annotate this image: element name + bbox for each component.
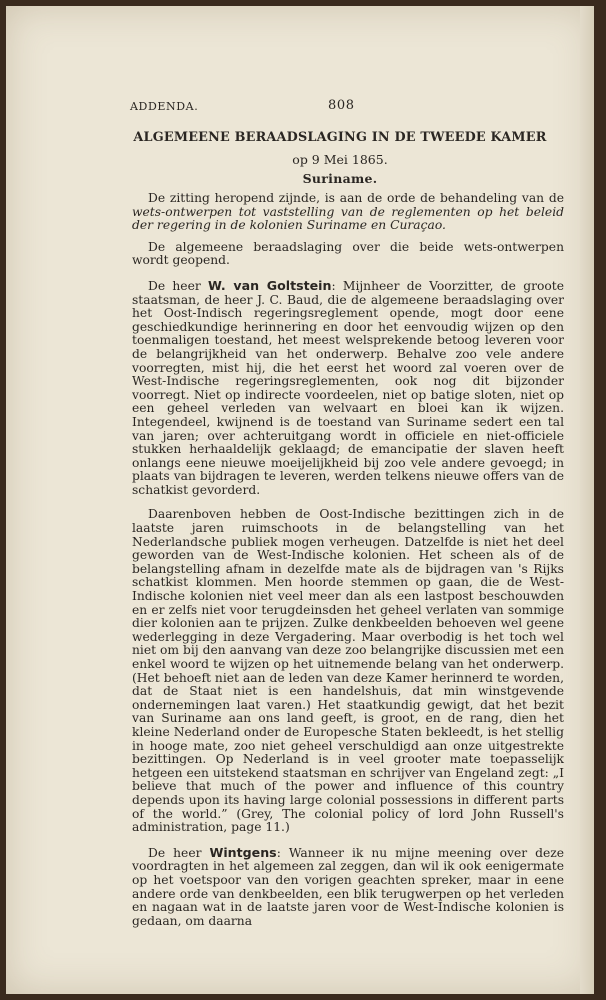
paragraph-wintgens (132, 846, 564, 929)
paragraph-goltstein (132, 279, 564, 498)
page-number: 808 (328, 98, 355, 113)
page-edge (580, 6, 594, 994)
body-text (132, 192, 564, 939)
paragraph-colonies: Daarenboven hebben de Oost-Indische bezittingen zich in de laatste jaren ruimschoots in de belangstelling van het Nederlandsche publiek mogen verheugen. Datzelfde is niet het deel geworden van de West-Indische kolonien. Het scheen als of de belangstelling afnam in dezelfde mate als de bijdragen van 's Rijks schatkist klommen. Men hoorde stemmen op gaan, die de West-Indische kolonien niet veel meer dan als een lastpost beschouwden en er zelfs niet voor terugdeinsden het geheel verlaten van sommige dier kolonien aan te prijzen. Zulke denkbeelden behoeven wel geene wederlegging in deze Vergadering. Maar overbodig is het toch wel niet om bij den aanvang van deze zoo belangrijke discussien met een enkel woord te wijzen op het uitnemende belang van het onderwerp. (Het behoeft niet aan de leden van deze Kamer herinnerd te worden, dat de Staat niet is een handelshuis, dat min winstgevende ondernemingen laat varen.) Het staatkundig gewigt, dat het bezit van Suriname aan ons land geeft, is groot, en de rang, dien het kleine Nederland onder de Europesche Staten bekleedt, is het stellig in hooge mate, zoo niet geheel verschuldigd aan onze uitgestrekte bezittingen. Op Nederland is in veel grooter mate toepasselijk hetgeen een uitstekend staatsman en schrijver van Engeland zegt: „I believe that much of the power and influence of this country depends upon its having large colonial possessions in different parts of the world.” (Grey, The colonial policy of lord John Russell's administration, page 11.) (132, 507, 564, 835)
speech-text: : Wanneer ik nu mijne meening over deze voordragten in het algemeen zal zeggen, dan wil ik ook eenigermate op het voetspoor van den vorigen geachten spreker, maar in eene andere orde van denkbeelden, een blik terugwerpen op het verleden en nagaan wat in de laatste jaren voor de West-Indische kolonien is gedaan, om daarna (132, 845, 564, 928)
speech-text: : Mijnheer de Voorzitter, de groote staatsman, de heer J. C. Baud, die de algemeene beraadslaging over het Oost-Indisch regeringsreglement opende, mogt door eene geschiedkundige herinnering en door het eenvoudig wijzen op den toenmaligen toestand, het meest welsprekende betoog leveren voor de belangrijkheid van het onderwerp. Behalve zoo vele andere voorregten, mist hij, die het eerst het woord zal voeren over de West-Indische regeringsreglementen, ook nog dit bijzonder voorregt. Niet op indirecte voordeelen, niet op batige sloten, niet op een geheel verleden van welvaart en bloei kan ik wijzen. Integendeel, kwijnend is de toestand van Suriname sedert een tal van jaren; over achteruitgang wordt in officiele en niet-officiele stukken herhaaldelijk geklaagd; de emancipatie der slaven heeft onlangs eene nieuwe moeijelijkheid bij zoo vele andere gevoegd; in plaats van bijdragen te leveren, werden telkens nieuwe offers van de schatkist gevorderd. (132, 278, 564, 497)
page-title: ALGEMEENE BERAADSLAGING IN DE TWEEDE KAMER (133, 130, 547, 145)
paragraph-text: De heer (148, 278, 208, 293)
paragraph-opening (132, 192, 564, 233)
section-label: ADDENDA. (130, 100, 199, 113)
bill-titles: wets-ontwerpen tot vaststelling van de reglementen op het beleid der regering in de kolonien Suriname en Curaçao. (132, 204, 564, 233)
book-page (6, 6, 594, 994)
paragraph-text: De heer (148, 845, 210, 860)
speaker-name: Wintgens (209, 844, 277, 860)
paragraph-debate-opened: De algemeene beraadslaging over die beide wets-ontwerpen wordt geopend. (132, 239, 564, 268)
paragraph-text: De zitting heropend zijnde, is aan de orde de behandeling van de (148, 191, 564, 205)
speaker-name: W. van Goltstein (208, 277, 332, 293)
session-date: op 9 Mei 1865. (292, 152, 388, 167)
section-subtitle: Suriname. (302, 171, 378, 186)
running-head (130, 100, 550, 116)
